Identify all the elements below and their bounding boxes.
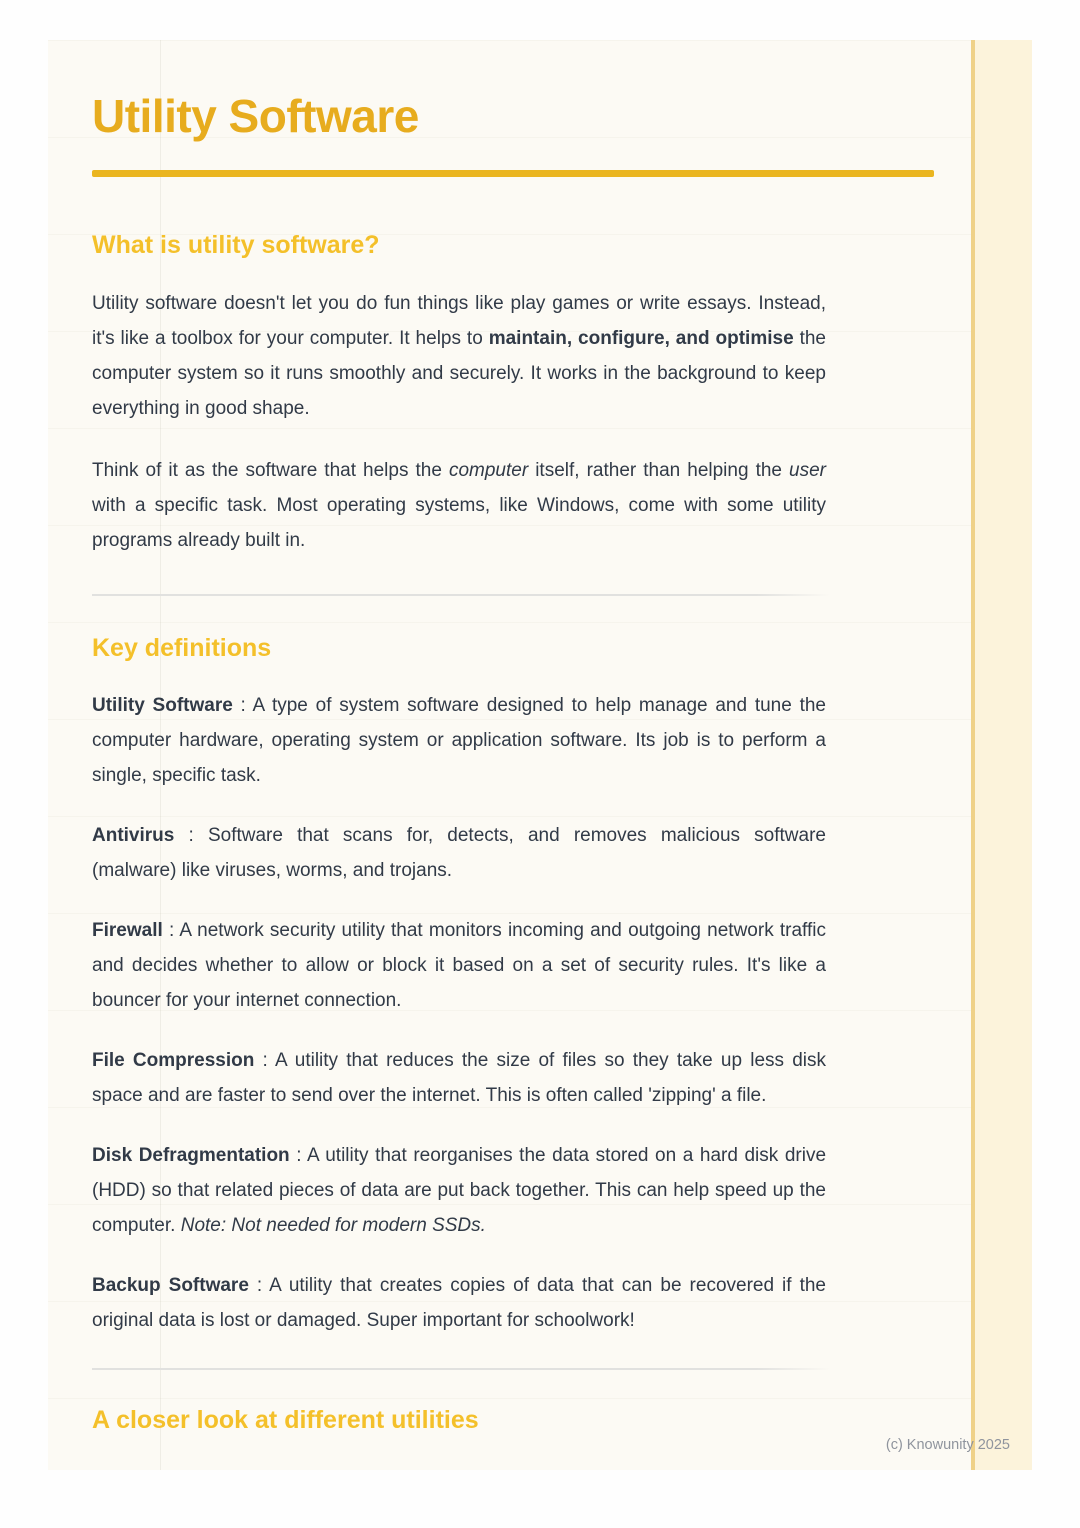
section-divider <box>92 1368 830 1370</box>
definition-utility-software: Utility Software : A type of system software designed to help manage and tune the computer hardware, operating system or application software. Its job is to perform a single, specific task. <box>92 695 826 787</box>
section-heading-key-definitions: Key definitions <box>92 634 272 663</box>
intro-paragraph-2: Think of it as the software that helps the computer itself, rather than helping the user with a specific task. Most operating systems, like Windows, come with some utility programs already built in. <box>92 460 826 552</box>
definition-disk-defragmentation: Disk Defragmentation : A utility that reorganises the data stored on a hard disk drive (HDD) so that related pieces of data are put back together. This can help speed up the computer. Note: Not needed for modern SSDs. <box>92 1145 827 1237</box>
definition-file-compression: File Compression : A utility that reduces the size of files so they take up less disk space and are faster to send over the internet. This is often called 'zipping' a file. <box>92 1050 826 1107</box>
notes-page <box>48 40 1032 1470</box>
definition-backup-software: Backup Software : A utility that creates copies of data that can be recovered if the original data is lost or damaged. Super important for schoolwork! <box>92 1275 826 1332</box>
page-title: Utility Software <box>92 90 419 142</box>
definition-firewall: Firewall : A network security utility that monitors incoming and outgoing network traffic and decides whether to allow or block it based on a set of security rules. It's like a bouncer for your internet connection. <box>92 920 826 1012</box>
title-underline-rule <box>92 170 934 177</box>
section-heading-closer-look: A closer look at different utilities <box>92 1406 479 1435</box>
section-divider <box>92 594 830 596</box>
definition-antivirus: Antivirus : Software that scans for, detects, and removes malicious software (malware) like viruses, worms, and trojans. <box>92 825 826 882</box>
copyright-credit: (c) Knowunity 2025 <box>885 1437 1010 1453</box>
intro-paragraph-1: Utility software doesn't let you do fun things like play games or write essays. Instead, it's like a toolbox for your computer. It helps to maintain, configure, and optimise the computer system so it runs smoothly and securely. It works in the background to keep everything in good shape. <box>92 293 827 420</box>
section-heading-what-is-utility-software: What is utility software? <box>92 230 380 259</box>
page-content <box>48 92 1032 1435</box>
